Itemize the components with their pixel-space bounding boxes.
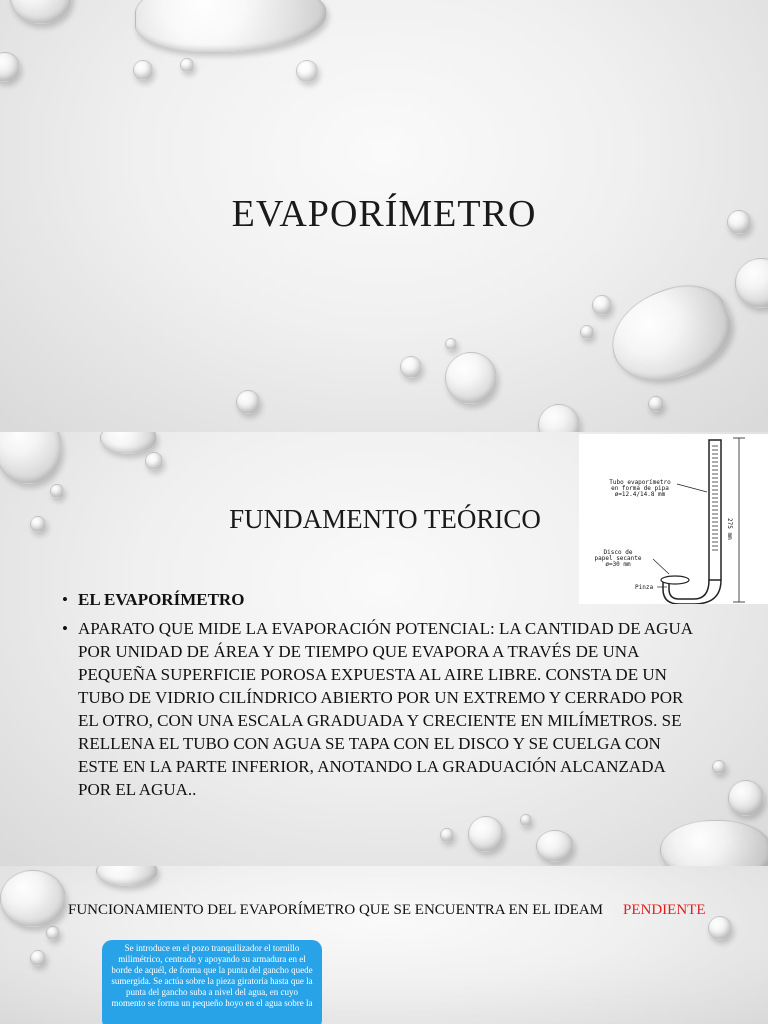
- water-drop: [0, 870, 66, 927]
- bullet-text: EL EVAPORÍMETRO: [78, 590, 245, 609]
- water-drop: [445, 338, 457, 350]
- slide-title: FUNDAMENTO TEÓRICO: [229, 504, 541, 534]
- water-drop: [30, 516, 46, 532]
- water-drop: [728, 780, 764, 816]
- water-drop: [135, 0, 327, 52]
- bullet-dot: •: [62, 619, 68, 638]
- funcionamiento-slide: [0, 866, 768, 1024]
- water-drop: [296, 60, 318, 82]
- water-drop: [133, 60, 153, 80]
- diagram-label-height: 275 mm: [726, 518, 733, 540]
- water-drop: [660, 820, 768, 866]
- water-drop: [100, 432, 157, 454]
- water-drop: [145, 452, 163, 470]
- diagram-label-tube: Tubo evaporímetro en forma de pipa ø=12.4/14.8 mm: [609, 479, 671, 498]
- bullet-text: APARATO QUE MIDE LA EVAPORACIÓN POTENCIAL: LA CANTIDAD DE AGUA POR UNIDAD DE ÁREA Y DE TIEMPO QUE EVAPORA A TRAVÉS DE UNA PEQUEÑA SUPERFICIE POROSA EXPUESTA AL AIRE LIBRE. CONSTA DE UN TUBO DE VIDRIO CILÍNDRICO ABIERTO POR UN EXTREMO Y CERRADO POR EL OTRO, CON UNA ESCALA GRADUADA Y CRECIENTE EN MILÍMETROS. SE RELLENA EL TUBO CON AGUA SE TAPA CON EL DISCO Y SE CUELGA CON ESTE EN LA PARTE INFERIOR, ANOTANDO LA GRADUACIÓN ALCANZADA POR EL AGUA..: [78, 619, 693, 799]
- water-drop: [96, 866, 158, 886]
- water-drop: [400, 356, 422, 378]
- water-drop: [735, 258, 768, 308]
- water-drop: [520, 814, 532, 826]
- evaporimeter-drawing: [579, 434, 768, 604]
- water-drop: [440, 828, 454, 842]
- list-item: [62, 588, 702, 611]
- water-drop: [0, 432, 62, 484]
- description-box: Se introduce en el pozo tranquilizador el tornillo milimétrico, centrado y apoyando su armadura en el borde de aquél, de forma que la punta del gancho quede sumergida. Se actúa sobre la pieza giratoria hasta que la punta del gancho suba a nivel del agua, en cuyo momento se forma un pequeño hoyo en el agua sobre la: [102, 940, 322, 1024]
- water-drop: [592, 295, 612, 315]
- water-drop: [599, 272, 743, 395]
- water-drop: [648, 396, 664, 412]
- fundamento-slide: [0, 432, 768, 866]
- water-drop: [538, 404, 580, 432]
- water-drop: [708, 916, 732, 940]
- water-drop: [46, 926, 60, 940]
- water-drop: [236, 390, 260, 414]
- water-drop: [50, 484, 64, 498]
- bullet-dot: •: [62, 590, 68, 609]
- bullet-list: [62, 588, 702, 807]
- diagram-label-clip: Pinza: [635, 584, 654, 591]
- water-drop: [0, 52, 20, 82]
- water-drop: [536, 830, 574, 862]
- water-drop: [30, 950, 46, 966]
- water-drop: [468, 816, 504, 852]
- status-label: PENDIENTE: [623, 902, 706, 918]
- evaporimeter-diagram: [579, 434, 768, 604]
- title-slide: [0, 0, 768, 432]
- water-drop: [180, 58, 194, 72]
- list-item: [62, 617, 702, 801]
- slide-title: EVAPORÍMETRO: [231, 193, 537, 235]
- water-drop: [445, 352, 497, 404]
- water-drop: [712, 760, 726, 774]
- water-drop: [580, 325, 594, 339]
- diagram-label-disc: Disco de papel secante ø=30 mm: [594, 549, 642, 568]
- slide-title: FUNCIONAMIENTO DEL EVAPORÍMETRO QUE SE ENCUENTRA EN EL IDEAM: [68, 902, 603, 918]
- water-drop: [10, 0, 72, 24]
